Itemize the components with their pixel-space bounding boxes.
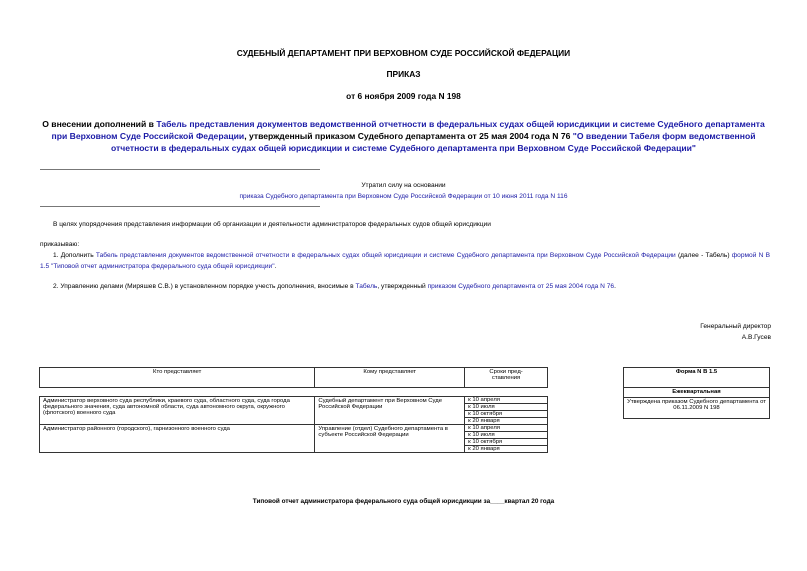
title-middle: , утвержденный приказом Судебного департамента от 25 мая 2004 года N 76 — [244, 131, 573, 141]
spacer-cell — [315, 388, 465, 397]
row-who: Администратор верховного суда республики, краевого суда, областного суда, суда города федерального значения, суда автономной области, суда автономного округа, окружного (флотского) военного суда — [40, 397, 315, 425]
item-2-paragraph — [53, 282, 773, 293]
header-who: Кто представляет — [40, 368, 315, 388]
item-2-text-b: , утвержденный — [377, 283, 428, 290]
term-item: к 10 апреля — [465, 397, 547, 404]
term-item: к 10 октября — [465, 411, 547, 418]
table-spacer-row — [40, 388, 548, 397]
title-prefix: О внесении дополнений в — [42, 119, 157, 129]
item-1-text-a: 1. Дополнить — [53, 252, 96, 259]
row-to-whom: Управление (отдел) Судебного департамента в субъекте Российской Федерации — [315, 425, 465, 453]
table-header-row — [40, 368, 548, 388]
item-1-paragraph — [40, 251, 770, 272]
table-row — [40, 397, 548, 425]
form-box-row — [624, 398, 770, 419]
item-1-text-c: . — [274, 262, 277, 270]
spacer-cell — [40, 388, 315, 397]
signature-position: Генеральный директор — [700, 323, 771, 330]
form-box-row — [624, 388, 770, 398]
lost-force-note: Утратил силу на основании — [361, 182, 446, 189]
report-footer-title: Типовой отчет администратора федерального суда общей юрисдикции за____квартал 20 года — [252, 498, 555, 505]
doc-type-heading: ПРИКАЗ — [386, 69, 421, 79]
term-item: к 10 июля — [465, 404, 547, 411]
term-item: к 20 января — [468, 446, 500, 452]
title-link-tabel[interactable]: Табель представления документов ведомственной отчетности в федеральных судах общей юрисдикции и системе Судебного департамента при Верховном Суде Российской Федерации — [51, 119, 765, 141]
row-to-whom: Судебный департамент при Верховном Суде Российской Федерации — [315, 397, 465, 425]
table-row — [40, 425, 548, 453]
row-terms — [465, 425, 548, 453]
header-to-whom: Кому представляет — [315, 368, 465, 388]
header-terms: Сроки пред- ставления — [465, 368, 548, 388]
lost-force-link[interactable]: приказа Судебного департамента при Верховном Суде Российской Федерации от 10 июня 2011 года N 116 — [239, 193, 568, 200]
row-terms — [465, 397, 548, 425]
signature-name: А.В.Гусев — [741, 334, 771, 341]
form-box-row — [624, 368, 770, 388]
item-2-text-a: 2. Управлению делами (Миряшев С.В.) в установленном порядке учесть дополнения, вносимые в — [53, 283, 356, 290]
reporting-table — [39, 367, 548, 453]
order-date-number: от 6 ноября 2009 года N 198 — [346, 91, 461, 101]
term-item: к 10 июля — [465, 432, 547, 439]
divider-bottom — [40, 206, 320, 207]
term-item: к 10 октября — [465, 439, 547, 446]
form-approved: Утверждена приказом Судебного департамента от 06.11.2009 N 198 — [624, 398, 770, 419]
item-2-text-c: . — [614, 283, 616, 290]
divider-top — [40, 169, 320, 170]
row-who: Администратор районного (городского), гарнизонного военного суда — [40, 425, 315, 453]
order-word: приказываю: — [40, 241, 80, 248]
title-link-order[interactable]: "О введении Табеля форм ведомственной отчетности в федеральных судах общей юрисдикции и системе Судебного департамента при Верховном Суде Российской Федерации" — [110, 131, 756, 153]
order-title — [36, 118, 771, 154]
form-info-box — [623, 367, 770, 419]
item-1-text-b: (далее - Табель) — [675, 252, 732, 259]
form-number: Форма N В 1.5 — [624, 368, 770, 388]
item-1-link-form[interactable]: формой N В 1.5 "Типовой отчет администратора федерального суда общей юрисдикции" — [40, 252, 771, 270]
org-heading: СУДЕБНЫЙ ДЕПАРТАМЕНТ ПРИ ВЕРХОВНОМ СУДЕ РОССИЙСКОЙ ФЕДЕРАЦИИ — [236, 48, 571, 58]
term-item: к 10 апреля — [465, 425, 547, 432]
item-1-link-tabel[interactable]: Табель представления документов ведомственной отчетности в федеральных судах общей юрисдикции и системе Судебного департамента при Верховном Суде Российской Федерации — [95, 252, 676, 259]
intro-paragraph: В целях упорядочения представления информации об организации и деятельности администраторов федеральных судов общей юрисдикции — [53, 221, 491, 228]
term-item: к 20 января — [468, 418, 500, 424]
item-2-link-tabel[interactable]: Табель — [355, 283, 378, 290]
form-period: Ежеквартальная — [624, 388, 770, 398]
item-2-link-order[interactable]: приказом Судебного департамента от 25 мая 2004 года N 76 — [427, 283, 615, 290]
spacer-cell — [465, 388, 548, 397]
